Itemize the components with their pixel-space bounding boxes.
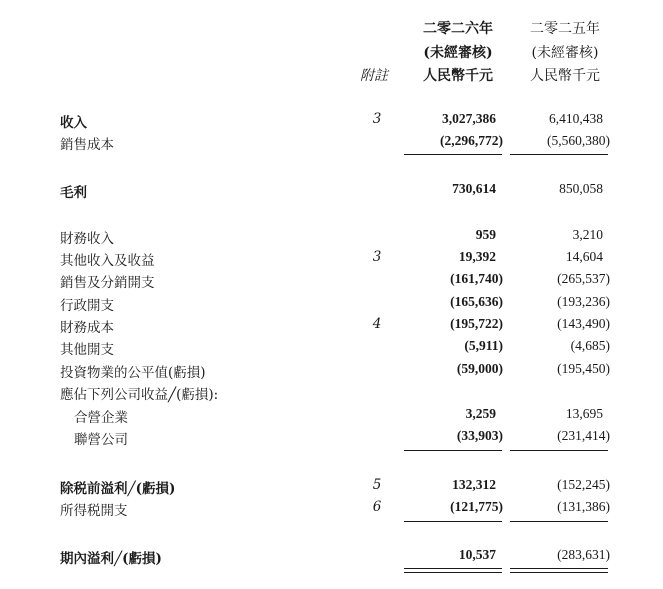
row-label-selling-expenses: 銷售及分銷開支 (60, 275, 155, 291)
subtotal-rule-current (404, 521, 502, 522)
row-prior-fair-value-loss: (195,450) (557, 361, 610, 376)
row-label-finance-income: 財務收入 (60, 231, 114, 247)
total-double-rule-current-top (404, 568, 502, 569)
row-prior-admin-expenses: (193,236) (557, 294, 610, 309)
row-label-profit-before-tax: 除税前溢利╱(虧損) (60, 481, 176, 497)
row-note-revenue: 3 (372, 111, 382, 127)
row-current-other-income: 19,392 (458, 249, 496, 264)
row-label-admin-expenses: 行政開支 (60, 298, 114, 314)
subtotal-rule-current (404, 154, 502, 155)
row-prior-selling-expenses: (265,537) (557, 271, 610, 286)
current-unit: 人民幣千元 (423, 68, 493, 84)
note-column-header: 附註 (360, 68, 388, 84)
row-current-income-tax: (121,775) (450, 499, 503, 514)
row-label-revenue: 收入 (60, 115, 87, 131)
row-label-fair-value-loss: 投資物業的公平值(虧損) (60, 365, 206, 381)
row-note-profit-before-tax: 5 (372, 477, 382, 493)
row-current-admin-expenses: (165,636) (450, 294, 503, 309)
prior-unit: 人民幣千元 (530, 68, 600, 84)
row-label-income-tax: 所得税開支 (60, 503, 128, 519)
row-prior-associates: (231,414) (557, 428, 610, 443)
row-note-finance-costs: 4 (372, 316, 382, 332)
row-prior-finance-costs: (143,490) (557, 316, 610, 331)
row-current-profit-before-tax: 132,312 (452, 477, 496, 492)
row-label-profit-for-period: 期內溢利╱(虧損) (60, 551, 162, 567)
row-current-associates: (33,903) (456, 428, 503, 443)
row-label-associates: 聯營公司 (74, 432, 128, 448)
row-prior-profit-for-period: (283,631) (557, 547, 610, 562)
total-double-rule-prior-bottom (510, 572, 608, 573)
current-audit-status: (未經審核) (423, 45, 493, 61)
row-note-income-tax: 6 (372, 499, 382, 515)
row-current-other-expenses: (5,911) (464, 338, 503, 353)
row-current-finance-income: 959 (475, 227, 496, 242)
row-current-joint-ventures: 3,259 (465, 406, 496, 421)
row-label-gross-profit: 毛利 (60, 185, 87, 201)
prior-year-header: 二零二五年 (530, 21, 600, 37)
subtotal-rule-prior (510, 521, 608, 522)
row-note-other-income: 3 (372, 249, 382, 265)
row-prior-other-income: 14,604 (565, 249, 603, 264)
row-prior-revenue: 6,410,438 (549, 111, 603, 126)
row-current-revenue: 3,027,386 (442, 111, 496, 126)
total-double-rule-prior-top (510, 568, 608, 569)
row-current-cost-of-sales: (2,296,772) (440, 133, 503, 148)
row-label-joint-ventures: 合營企業 (74, 410, 128, 426)
row-current-finance-costs: (195,722) (450, 316, 503, 331)
current-year-header: 二零二六年 (423, 21, 493, 37)
row-current-profit-for-period: 10,537 (458, 547, 496, 562)
total-double-rule-current-bottom (404, 572, 502, 573)
subtotal-rule-prior (510, 154, 608, 155)
row-prior-finance-income: 3,210 (572, 227, 603, 242)
row-prior-other-expenses: (4,685) (570, 338, 610, 353)
row-current-selling-expenses: (161,740) (450, 271, 503, 286)
row-label-cost-of-sales: 銷售成本 (60, 137, 114, 153)
row-prior-joint-ventures: 13,695 (565, 406, 603, 421)
row-label-finance-costs: 財務成本 (60, 320, 114, 336)
row-label-other-income: 其他收入及收益 (60, 253, 155, 269)
row-prior-cost-of-sales: (5,560,380) (547, 133, 610, 148)
row-prior-profit-before-tax: (152,245) (557, 477, 610, 492)
subtotal-rule-prior (510, 450, 608, 451)
row-prior-income-tax: (131,386) (557, 499, 610, 514)
row-current-fair-value-loss: (59,000) (456, 361, 503, 376)
row-current-gross-profit: 730,614 (452, 181, 496, 196)
subtotal-rule-current (404, 450, 502, 451)
prior-audit-status: (未經審核) (531, 45, 599, 61)
row-label-share-of-results: 應佔下列公司收益╱(虧損): (60, 387, 219, 403)
row-prior-gross-profit: 850,058 (559, 181, 603, 196)
row-label-other-expenses: 其他開支 (60, 342, 114, 358)
